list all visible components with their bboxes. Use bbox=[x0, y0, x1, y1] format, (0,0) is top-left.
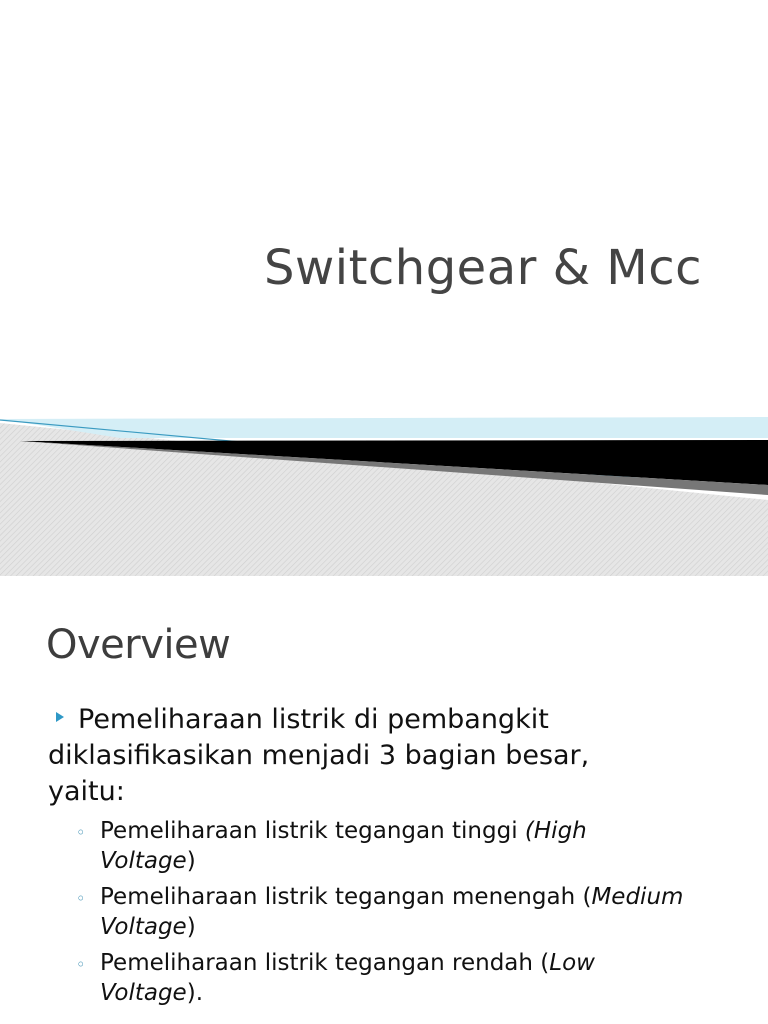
sub-bullet-item bbox=[76, 882, 728, 942]
paren-close: ) bbox=[186, 914, 196, 940]
triangle-bullet-icon bbox=[56, 712, 64, 722]
term-text: Voltage bbox=[100, 980, 187, 1006]
term-text: Voltage bbox=[100, 914, 187, 940]
slide-title: Overview bbox=[46, 622, 231, 668]
slide-body bbox=[0, 702, 768, 1008]
paren-open: ( bbox=[540, 950, 550, 976]
circle-bullet-icon: ◦ bbox=[76, 955, 86, 974]
bullet-text-line: yaitu: bbox=[48, 776, 125, 807]
slide-title: Switchgear & Mcc bbox=[264, 240, 702, 296]
circle-bullet-icon: ◦ bbox=[76, 889, 86, 908]
term-text: Low bbox=[549, 950, 595, 976]
sub-bullet-item bbox=[76, 816, 728, 876]
sub-bullet-text: Pemeliharaan listrik tegangan rendah bbox=[100, 950, 541, 976]
paren-close: ). bbox=[186, 980, 204, 1006]
sub-bullet-item bbox=[76, 948, 728, 1008]
overview-slide bbox=[0, 576, 768, 1024]
paren-open: ( bbox=[582, 884, 592, 910]
term-text: High bbox=[533, 818, 587, 844]
term-text: Medium bbox=[591, 884, 684, 910]
term-text: Voltage bbox=[100, 848, 187, 874]
bullet-text-line: diklasifikasikan menjadi 3 bagian besar, bbox=[48, 740, 590, 771]
sub-bullet-text: Pemeliharaan listrik tegangan tinggi bbox=[100, 818, 525, 844]
paren-close: ) bbox=[186, 848, 196, 874]
paren-open: ( bbox=[524, 818, 534, 844]
circle-bullet-icon: ◦ bbox=[76, 823, 86, 842]
sub-bullet-text: Pemeliharaan listrik tegangan menengah bbox=[100, 884, 583, 910]
bullet-item bbox=[48, 702, 708, 810]
decorative-swoosh bbox=[0, 405, 768, 576]
bullet-text-line: Pemeliharaan listrik di pembangkit bbox=[78, 704, 549, 735]
